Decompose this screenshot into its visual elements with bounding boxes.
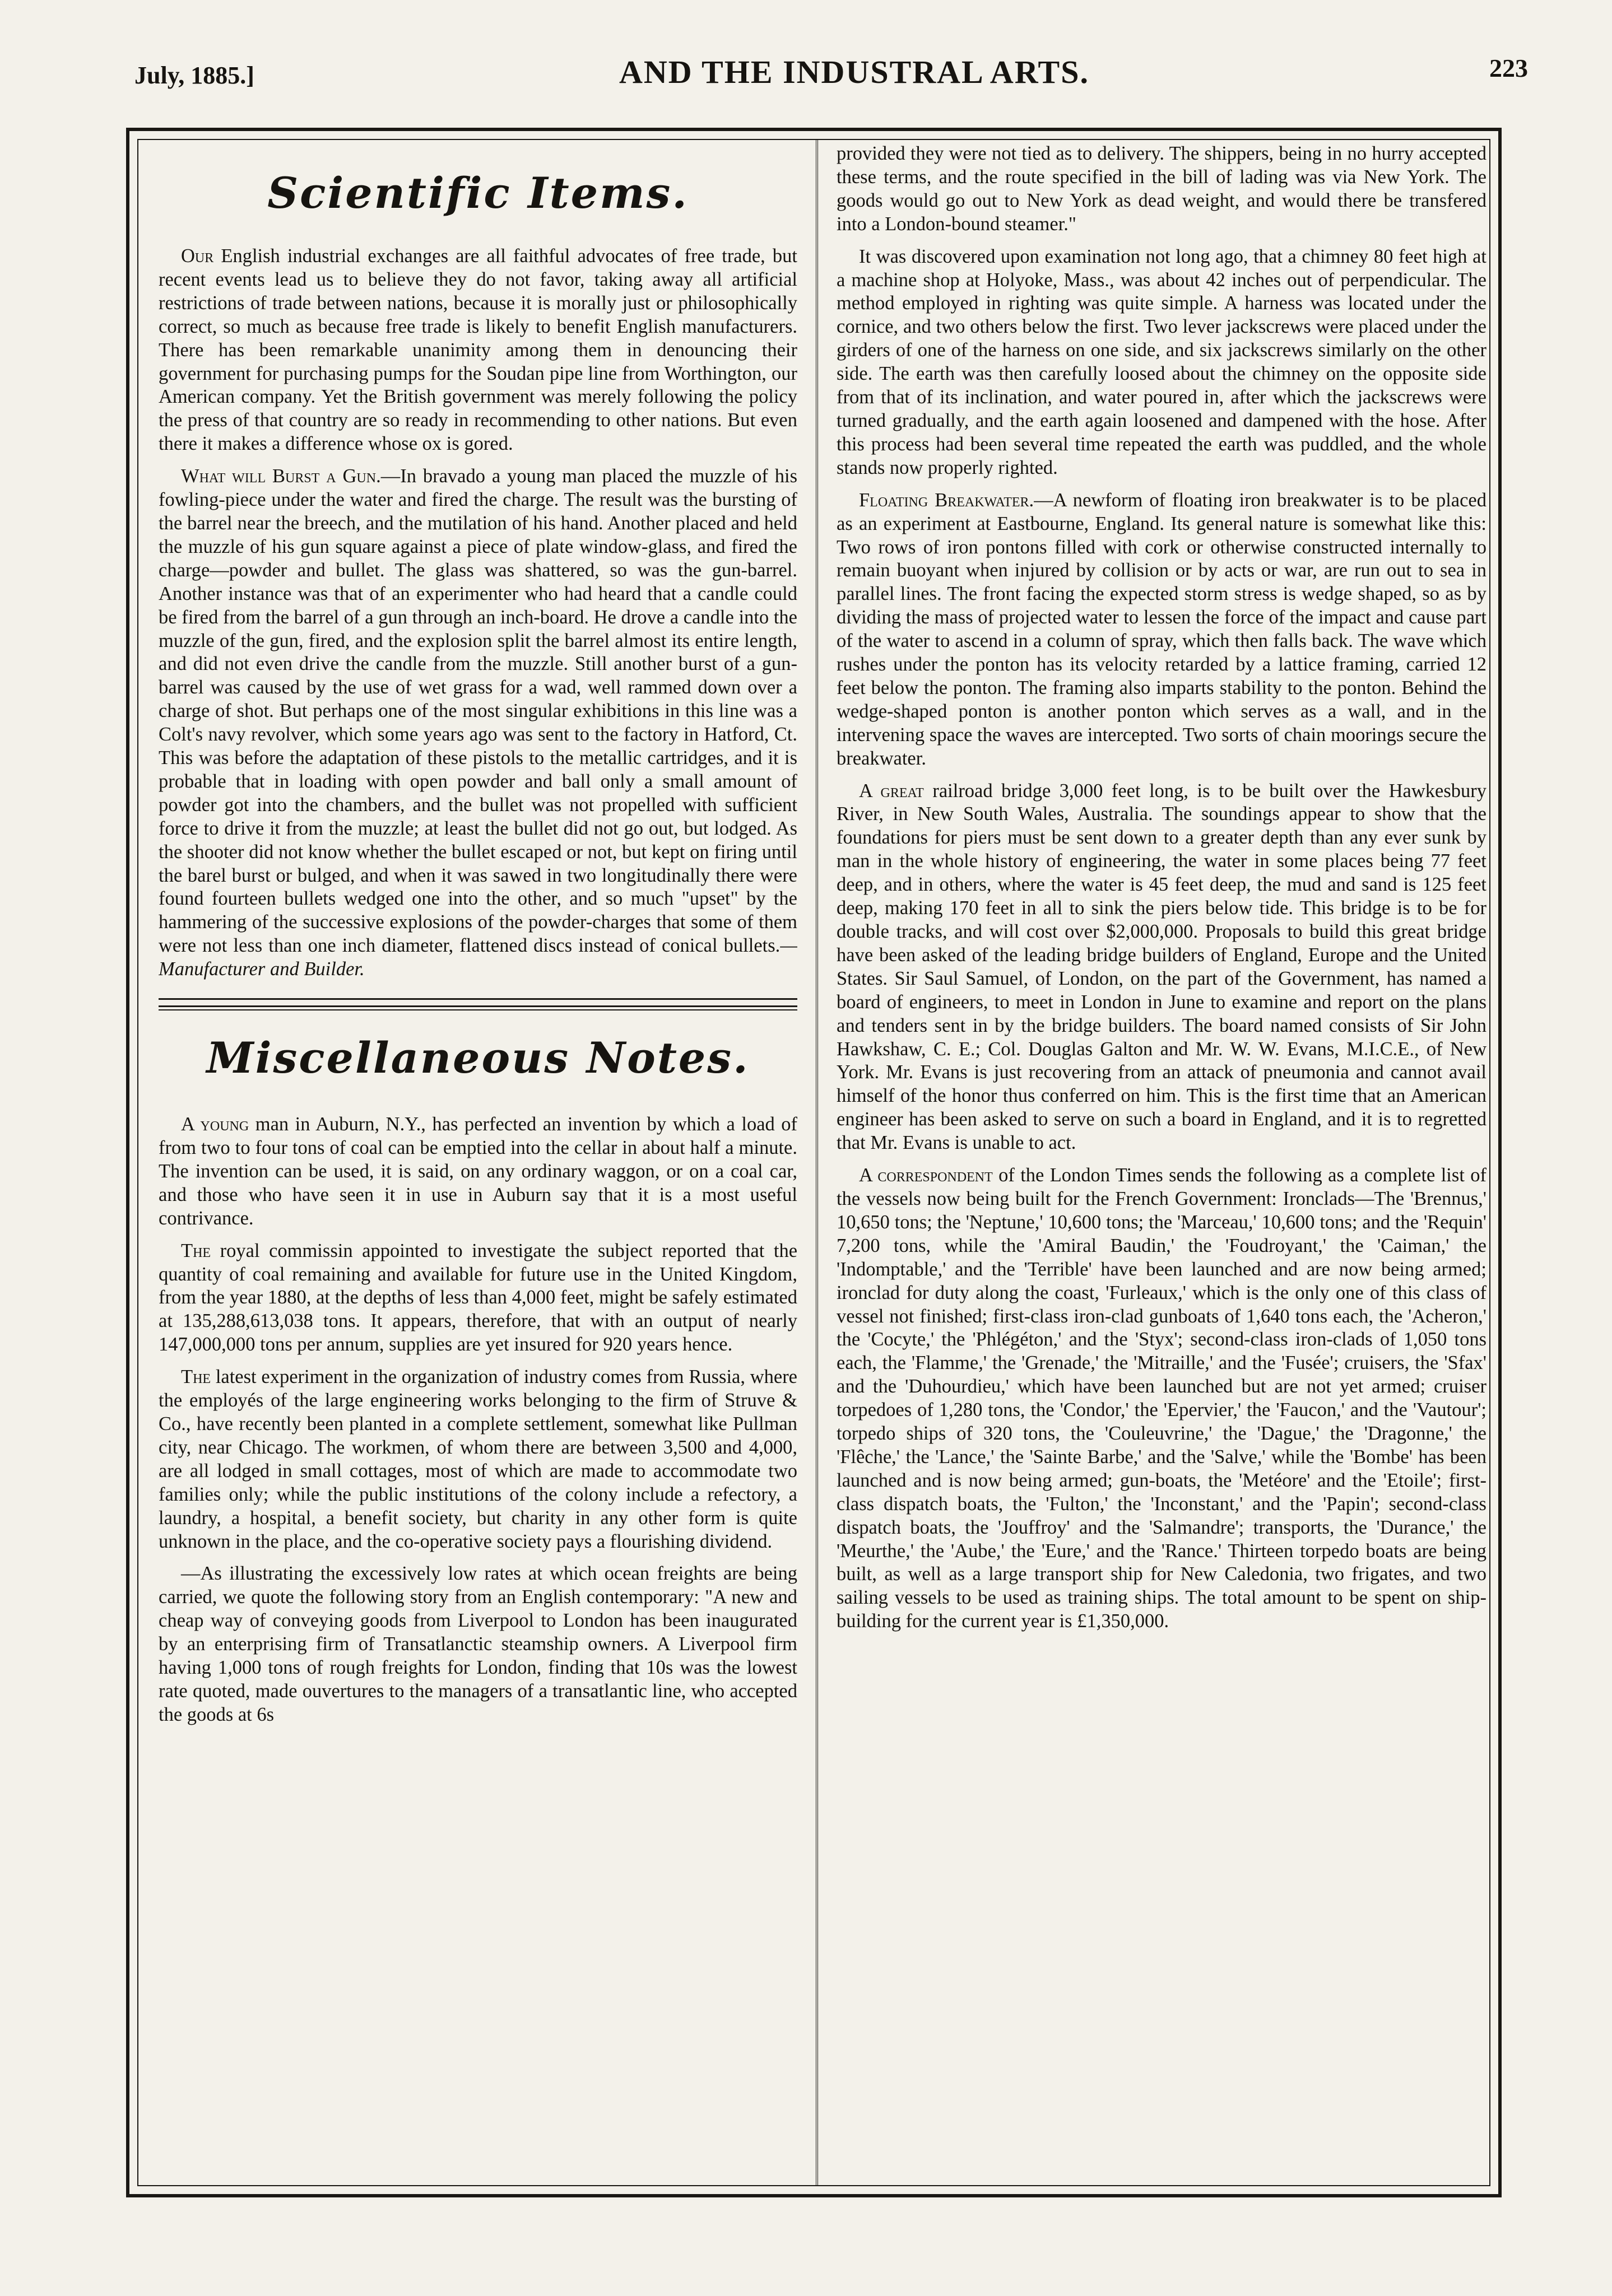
article-body: It was discovered upon examination not long ago, that a chimney 80 feet high at a machine shop at Holyoke, Mass., was about 42 inches out of perpendicular. The method employed in righting was quite simple. A harness was located under the cornice, and two others below the first. Two lever jackscrews were placed under the girders of one of the harness on one side, and six jackscrews similarly on the other side. The earth was then carefully loosed about the chimney on the opposite side from that of its inclination, and water poured in, after which the jackscrews were turned gradually, and the earth again loosened and dampened with the hose. After this process had been several time repeated the earth was puddled, and the whole stands now properly righted. [837,245,1486,478]
article-source: —Manufacturer and Builder. [159,935,797,980]
article-chimney [837,245,1486,480]
running-header [134,53,1528,104]
article-lead: A young [181,1114,249,1135]
article-body: latest experiment in the organization of industry comes from Russia, where the employés of the large engineering works belonging to the firm of Struve & Co., have recently been planted in a complete settlement, somewhat like Pullman city, near Chicago. The workmen, of whom there are between 3,500 and 4,000, are all lodged in small cottages, most of which are made to accommodate two families only; while the public institutions of the colony include a refectory, a laundry, a hospital, a benefit society, but charity in any other form is quite unknown in the place, and the co-operative society pays a flourishing dividend. [159,1366,797,1552]
article-burst-gun [159,465,797,981]
article-body: man in Auburn, N.Y., has perfected an invention by which a load of from two to four tons of coal can be emptied into the cellar in about half a minute. The invention can be used, it is said, on any ordinary waggon, or on a coal car, and those who have seen it in use in Auburn say that it is a most useful contrivance. [159,1114,797,1229]
page-frame [126,128,1502,2197]
article-heading: Floating Breakwater. [859,489,1034,511]
article-body: royal commissin appointed to investigate the subject reported that the quantity of coal remaining and available for future use in the United Kingdom, from the year 1880, at the depths of less than 4,000 feet, might be safely estimated at 135,288,613,038 tons. It appears, therefore, that with an output of nearly 147,000,000 tons per annum, supplies are yet insured for 920 years hence. [159,1240,797,1356]
article-lead: The [181,1366,211,1388]
article-railroad-bridge [837,780,1486,1156]
issue-date: July, 1885.] [134,62,254,89]
article-lead: Our [181,245,214,267]
article-body: of the London Times sends the following as a complete list of the vessels now being built for the French Government: Ironclads—The 'Brennus,' 10,650 tons; the 'Neptune,' 10,600 tons; the 'Marceau,' 10,600 tons; and the 'Requin' 7,200 tons, while the 'Amiral Baudin,' the 'Foudroyant,' the 'Caiman,' the 'Indomptable,' and the 'Terrible' have been launched and are now being armed; ironclad for duty along the coast, 'Furleaux,' which is the only one of this class of vessel not finished; first-class iron-clad gunboats of 1,640 tons each, the 'Acheron,' the 'Cocyte,' the 'Phlégéton,' and the 'Styx'; second-class iron-clads of 1,050 tons each, the 'Flamme,' the 'Grenade,' the 'Mitraille,' and the 'Fusée'; cruisers, the 'Sfax' and the 'Duhourdieu,' which have been launched but are not yet armed; cruiser torpedoes of 1,280 tons, the 'Condor,' the 'Epervier,' the 'Faucon,' and the 'Vautour'; torpedo ships of 320 tons, the 'Couleuvrine,' the 'Dague,' the 'Dragonne,' the 'Flêche,' the 'Lance,' the 'Sainte Barbe,' and the 'Salve,' while the 'Bombe' has been launched and is now being armed; gun-boats, the 'Metéore' and the 'Etoile'; first-class dispatch boats, the 'Fulton,' the 'Inconstant,' and the 'Papin'; second-class dispatch boats, the 'Jouffroy' and the 'Salmandre'; transports, the 'Durance,' the 'Meurthe,' the 'Aube,' the 'Eure,' and the 'Rance.' Thirteen torpedo boats are being built, as well as a large transport ship for New Caledonia, two frigates, and two sailing vessels to be used as training ships. The total amount to be spent on ship-building for the current year is £1,350,000. [837,1165,1486,1632]
column-rule [816,139,818,2186]
article-body: —As illustrating the excessively low rates at which ocean freights are being carried, we quote the following story from an English contemporary: "A new and cheap way of conveying goods from Liverpool to London has been inaugurated by an enterprising firm of Transatlanctic steamship owners. A Liverpool firm having 1,000 tons of rough freights for London, finding that 10s was the lowest rate quoted, made ouvertures to the managers of a transatlantic line, who accepted the goods at 6s [159,1563,797,1725]
article-russia-industry [159,1366,797,1553]
article-coal-invention [159,1113,797,1231]
journal-title: AND THE INDUSTRAL ARTS. [619,54,1089,90]
section-divider-thin [159,1009,797,1010]
article-coal-commission [159,1240,797,1357]
article-body: English industrial exchanges are all faithful advocates of free trade, but recent events lead us to believe they do not favor, taking away all artificial restrictions of trade between nations, because it is morally just or philosophically correct, so much as because free trade is likely to benefit English manufacturers. There has been remarkable unanimity among them in denouncing their government for purchasing pumps for the Soudan pipe line from Worthington, our American company. Yet the British government was merely following the policy the press of that country are so ready in recommending to other nations. But even there it makes a difference whose ox is gored. [159,245,797,455]
article-free-trade [159,245,797,456]
article-lead: A correspondent [859,1165,993,1186]
article-french-vessels [837,1164,1486,1633]
article-body: —In bravado a young man placed the muzzle of his fowling-piece under the water and fired the charge. The result was the bursting of the barrel near the breech, and the mutilation of his hand. Another placed and held the muzzle of his gun square against a piece of plate window-glass, and fired the charge—powder and bullet. The glass was shattered, so was the gun-barrel. Another instance was that of an experimenter who had heard that a candle could be fired from the barrel of a gun through an inch-board. He drove a candle into the muzzle of the gun, fired, and the explosion split the barrel almost its entire length, and did not even drive the candle from the muzzle. Still another burst of a gun-barrel was caused by the use of wet grass for a wad, well rammed down over a charge of shot. But perhaps one of the most singular exhibitions in this line was a Colt's navy revolver, which some years ago was sent to the factory in Hatford, Ct. This was before the adaptation of these pistols to the metallic cartridges, and it is probable that in loading with open powder and ball only a small amount of powder got into the chambers, and the bullet was not propelled with sufficient force to drive it from the muzzle; at least the bullet did not go out, but lodged. As the shooter did not know whether the bullet escaped or not, but kept on firing until the barel burst or bulged, and when it was sawed in two longitudinally there were found fourteen bullets wedged one into the other, and so much "upset" by the hammering of the successive explosions of the powder-charges that some of them were not less than one inch diameter, flattened discs instead of conical bullets. [159,465,797,957]
article-ocean-freights-continued [837,142,1486,236]
section-divider [159,998,797,1007]
right-column [837,142,1486,2183]
left-column [159,142,797,2183]
section-title-miscellaneous-notes: Miscellaneous Notes. [206,1033,750,1083]
article-floating-breakwater [837,489,1486,771]
page-number: 223 [1489,54,1528,82]
article-body: provided they were not tied as to delivery. The shippers, being in no hurry accepted these terms, and the route specified in the bill of lading was via New York. The goods would go out to New York as dead weight, and would there be transfered into a London-bound steamer." [837,143,1486,235]
article-lead: A great [859,780,924,802]
article-lead: The [181,1240,211,1261]
section-title-scientific-items: Scientific Items. [267,168,689,218]
article-body: railroad bridge 3,000 feet long, is to be built over the Hawkesbury River, in New South Wales, Australia. The soundings appear to show that the foundations for piers must be sent down to a greater depth than any ever sunk by man in the whole history of engineering, the water in some places being 77 feet deep, and in others, where the water is 45 feet deep, the mud and sand is 125 feet deep, making 170 feet in all to sink the piers below tide. This bridge is to be for double tracks, and will cost over $2,000,000. Proposals to build this great bridge have been asked of the leading bridge builders of England, Europe and the United States. Sir Saul Samuel, of London, on the part of the Government, has named a board of engineers, to meet in London in June to examine and report on the plans and tenders sent in by the bridge builders. The board named consists of Sir John Hawkshaw, C. E.; Col. Douglas Galton and Mr. W. W. Evans, M.I.C.E., of New York. Mr. Evans is just recovering from an attack of pneumonia and cannot avail himself of the honor thus conferred on him. This is the first time that an American engineer has been asked to serve on such a board in England, and it is to regretted that Mr. Evans is unable to act. [837,780,1486,1154]
article-heading: What will Burst a Gun. [181,465,381,487]
article-ocean-freights [159,1562,797,1726]
article-body: —A newform of floating iron breakwater is to be placed as an experiment at Eastbourne, England. Its general nature is somewhat like this: Two rows of iron pontons filled with cork or otherwise constructed internally to remain buoyant when injured by collision or by acts or war, are run out to sea in parallel lines. The front facing the expected storm stress is wedge shaped, so as by dividing the mass of projected water to lessen the force of the impact and cause part of the water to ascend in a column of spray, which then falls back. The wave which rushes under the ponton has its velocity retarded by a lattice framing, carried 12 feet below the ponton. The framing also imparts stability to the ponton. Behind the wedge-shaped ponton is another ponton which serves as a wall, and in the intervening space the waves are intercepted. Two sorts of chain moorings secure the breakwater. [837,489,1486,769]
